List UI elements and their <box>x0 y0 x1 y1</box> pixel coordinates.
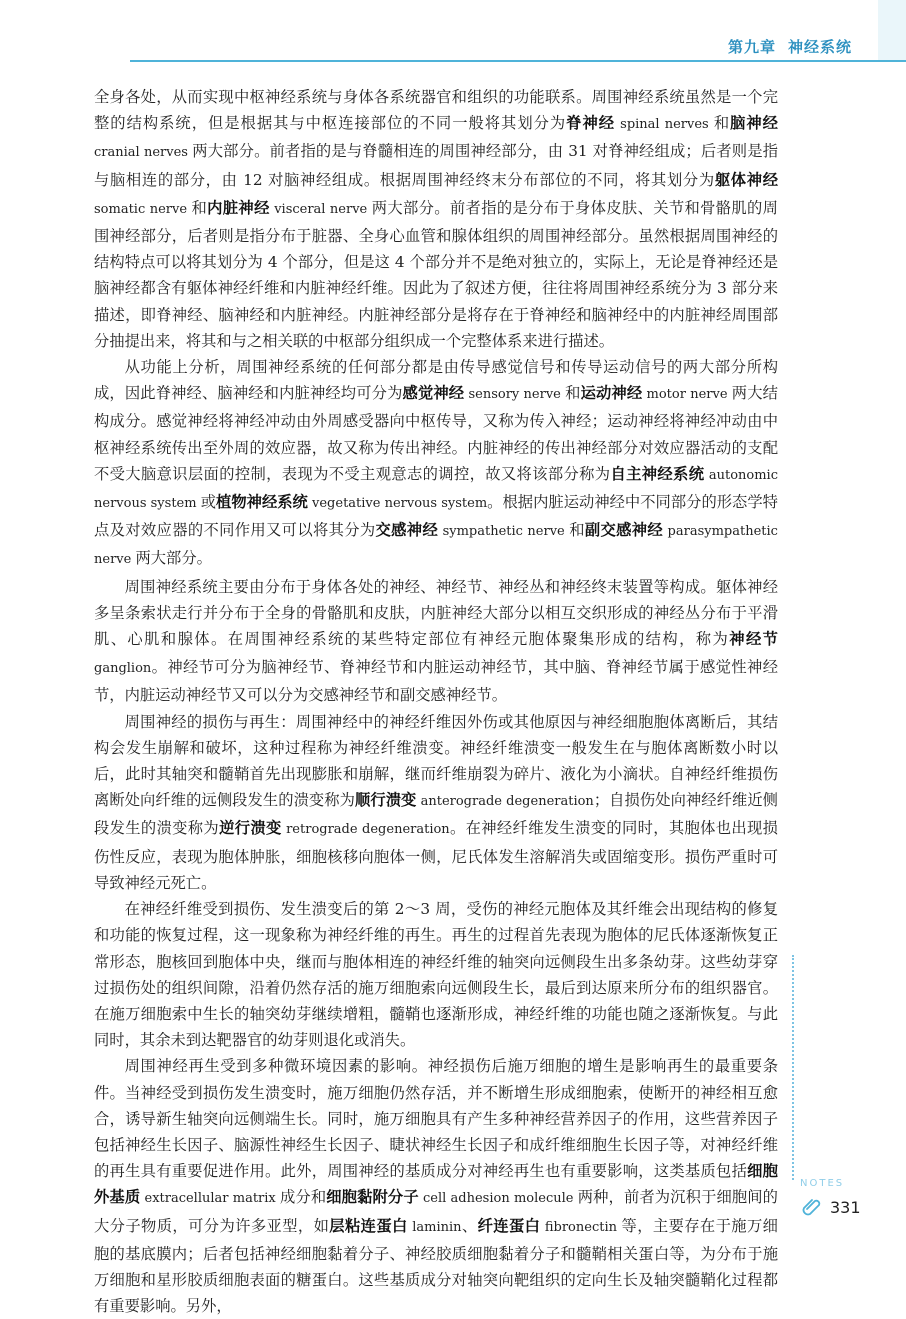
term: 层粘连蛋白 <box>329 1216 408 1235</box>
notes-margin-rule <box>792 955 796 1180</box>
paragraph-2: 从功能上分析，周围神经系统的任何部分都是由传导感觉信号和传导运动信号的两大部分所构成，因此脊神经、脑神经和内脏神经均可分为感觉神经 sensory nerve 和运动神经 motor nerve 两大结构成分。感觉神经将神经冲动由外周感受器向中枢传导，又称为传入神经；运动神经将神经冲动由中枢神经系统传出至外周的效应器，故又称为传出神经。内脏神经的传出神经部分对效应器活动的支配不受大脑意识层面的控制，表现为不受主观意志的调控，故又将该部分称为自主神经系统 autonomic nervous system 或植物神经系统 vegetative nervous system。根据内脏运动神经中不同部分的形态学特点及对效应器的不同作用又可以将其分为交感神经 sympathetic nerve 和副交感神经 parasympathetic nerve 两大部分。 <box>94 358 778 568</box>
page-number: 331 <box>830 1198 861 1217</box>
paperclip-icon <box>800 1195 824 1219</box>
paragraph-6: 周围神经再生受到多种微环境因素的影响。神经损伤后施万细胞的增生是影响再生的最重要条件。当神经受到损伤发生溃变时，施万细胞仍然存活，并不断增生形成细胞索，使断开的神经相互愈合，诱导新生轴突向远侧端生长。同时，施万细胞具有产生多种神经营养因子的作用，这些营养因子包括神经生长因子、脑源性神经生长因子、睫状神经生长因子和成纤维细胞生长因子等，对神经纤维的再生具有重要促进作用。此外，周围神经的基质成分对神经再生也有重要影响，这类基质包括细胞外基质 extracellular matrix 成分和细胞黏附分子 cell adhesion molecule 两种，前者为沉积于细胞间的大分子物质，可分为许多亚型，如层粘连蛋白 laminin、纤连蛋白 fibronectin 等，主要存在于施万细胞的基底膜内；后者包括神经细胞黏着分子、神经胶质细胞黏着分子和髓鞘相关蛋白等，为分布于施万细胞和星形胶质细胞表面的糖蛋白。这些基质成分对轴突向靶组织的定向生长及轴突髓鞘化过程都有重要影响。另外， <box>94 1057 778 1316</box>
term: 自主神经系统 <box>610 464 705 483</box>
paragraph-5: 在神经纤维受到损伤、发生溃变后的第 2～3 周，受伤的神经元胞体及其纤维会出现结构的修复和功能的恢复过程，这一现象称为神经纤维的再生。再生的过程首先表现为胞体的尼氏体逐渐恢复正常形态，胞核回到胞体中央，继而与胞体相连的神经纤维的轴突向远侧段生出多条幼芽。这些幼芽穿过损伤处的组织间隙，沿着仍然存活的施万细胞索向远侧段生长，最后到达原来所分布的组织器官。在施万细胞索中生长的轴突幼芽继续增粗，髓鞘也逐渐形成，神经纤维的功能也随之逐渐恢复。与此同时，其余未到达靶器官的幼芽则退化或消失。 <box>94 900 778 1050</box>
term: 神经节 <box>729 630 778 649</box>
term: 脑神经 <box>730 114 778 133</box>
term: 感觉神经 <box>402 384 465 403</box>
term: 细胞黏附分子 <box>326 1188 419 1207</box>
term: 交感神经 <box>375 521 439 540</box>
term: 逆行溃变 <box>219 819 282 838</box>
term: 躯体神经 <box>714 170 778 189</box>
term: 植物神经系统 <box>216 493 308 512</box>
running-header <box>728 36 852 57</box>
term: 细胞外基质 <box>94 1162 778 1207</box>
chapter-number: 第九章 <box>727 38 776 56</box>
chapter-title: 神经系统 <box>787 38 852 56</box>
page-header-band <box>0 0 906 68</box>
notes-label: NOTES <box>800 1178 845 1189</box>
term: 脊神经 <box>566 114 616 133</box>
paragraph-1: 全身各处，从而实现中枢神经系统与身体各系统器官和组织的功能联系。周围神经系统虽然是一个完整的结构系统，但是根据其与中枢连接部位的不同一般将其划分为脊神经 spinal nerves 和脑神经 cranial nerves 两大部分。前者指的是与脊髓相连的周围神经部分，由 31 对脊神经组成；后者则是指与脑相连的部分，由 12 对脑神经组成。根据周围神经终末分布部位的不同，将其划分为躯体神经 somatic nerve 和内脏神经 visceral nerve 两大部分。前者指的是分布于身体皮肤、关节和骨骼肌的周围神经部分，后者则是指分布于脏器、全身心血管和腺体组织的周围神经部分。虽然根据周围神经的结构特点可以将其划分为 4 个部分，但是这 4 个部分并不是绝对独立的，实际上，无论是脊神经还是脑神经都含有躯体神经纤维和内脏神经纤维。因此为了叙述方便，往往将周围神经系统分为 3 部分来描述，即脊神经、脑神经和内脏神经。内脏神经部分是将存在于脊神经和脑神经中的内脏神经周围部分抽提出来，将其和与之相关联的中枢部分组织成一个完整体系来进行描述。 <box>94 88 778 350</box>
header-rule <box>130 60 906 62</box>
paragraph-4: 周围神经的损伤与再生：周围神经中的神经纤维因外伤或其他原因与神经细胞胞体离断后，其结构会发生崩解和破坏，这种过程称为神经纤维溃变。神经纤维溃变一般发生在与胞体离断数小时以后，此时其轴突和髓鞘首先出现膨胀和崩解，继而纤维崩裂为碎片、液化为小滴状。自神经纤维损伤离断处向纤维的远侧段发生的溃变称为顺行溃变 anterograde degeneration；自损伤处向神经纤维近侧段发生的溃变称为逆行溃变 retrograde degeneration。在神经纤维发生溃变的同时，其胞体也出现损伤性反应，表现为胞体肿胀，细胞核移向胞体一侧，尼氏体发生溶解消失或固缩变形。损伤严重时可导致神经元死亡。 <box>94 712 778 892</box>
term: 纤连蛋白 <box>477 1216 541 1235</box>
term: 顺行溃变 <box>354 791 417 810</box>
body-text <box>94 84 778 1319</box>
header-accent-tab <box>878 0 906 62</box>
term: 运动神经 <box>580 384 643 403</box>
term: 内脏神经 <box>207 198 270 217</box>
paragraph-3: 周围神经系统主要由分布于身体各处的神经、神经节、神经丛和神经终末装置等构成。躯体神经多呈条索状走行并分布于全身的骨骼肌和皮肤，内脏神经大部分以相互交织形成的神经丛分布于平滑肌、心肌和腺体。在周围神经系统的某些特定部位有神经元胞体聚集形成的结构，称为神经节 ganglion。神经节可分为脑神经节、脊神经节和内脏运动神经节，其中脑、脊神经节属于感觉性神经节，内脏运动神经节又可以分为交感神经节和副交感神经节。 <box>94 577 778 705</box>
term: 副交感神经 <box>584 521 664 540</box>
